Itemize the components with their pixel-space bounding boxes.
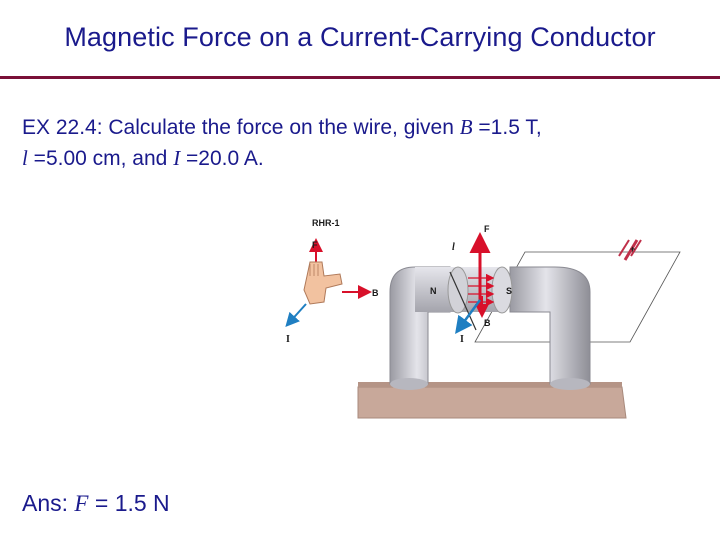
south-pole-label: S	[506, 286, 513, 296]
hand-field-label: B	[372, 288, 379, 298]
symbol-l: l	[22, 146, 28, 170]
value-B: =1.5 T,	[472, 116, 542, 139]
value-l: =5.00 cm, and	[27, 147, 174, 170]
magnet-wire-figure	[270, 212, 710, 424]
title-divider	[0, 76, 720, 79]
right-hand-icon	[304, 262, 342, 304]
answer	[22, 490, 170, 517]
hand-current-arrow	[288, 304, 306, 324]
rhr-label: RHR-1	[312, 218, 340, 228]
north-pole-label: N	[430, 286, 437, 296]
current-label: I	[460, 334, 464, 345]
problem-statement	[22, 112, 702, 174]
hand-force-label: F	[312, 240, 318, 250]
slide-title: Magnetic Force on a Current-Carrying Conductor	[64, 22, 656, 52]
length-label: l	[452, 242, 455, 253]
problem-prefix: EX 22.4: Calculate the force on the wire, given	[22, 116, 460, 139]
answer-prefix: Ans:	[22, 490, 75, 516]
symbol-F: F	[74, 491, 89, 516]
value-I: =20.0 A.	[180, 147, 264, 170]
hand-current-label: I	[286, 334, 290, 345]
field-label: B	[484, 318, 491, 328]
symbol-I: I	[173, 146, 181, 170]
answer-value: = 1.5 N	[88, 490, 170, 516]
force-label: F	[484, 224, 490, 234]
battery-plus-label: +	[630, 244, 636, 254]
symbol-B: B	[459, 115, 473, 139]
